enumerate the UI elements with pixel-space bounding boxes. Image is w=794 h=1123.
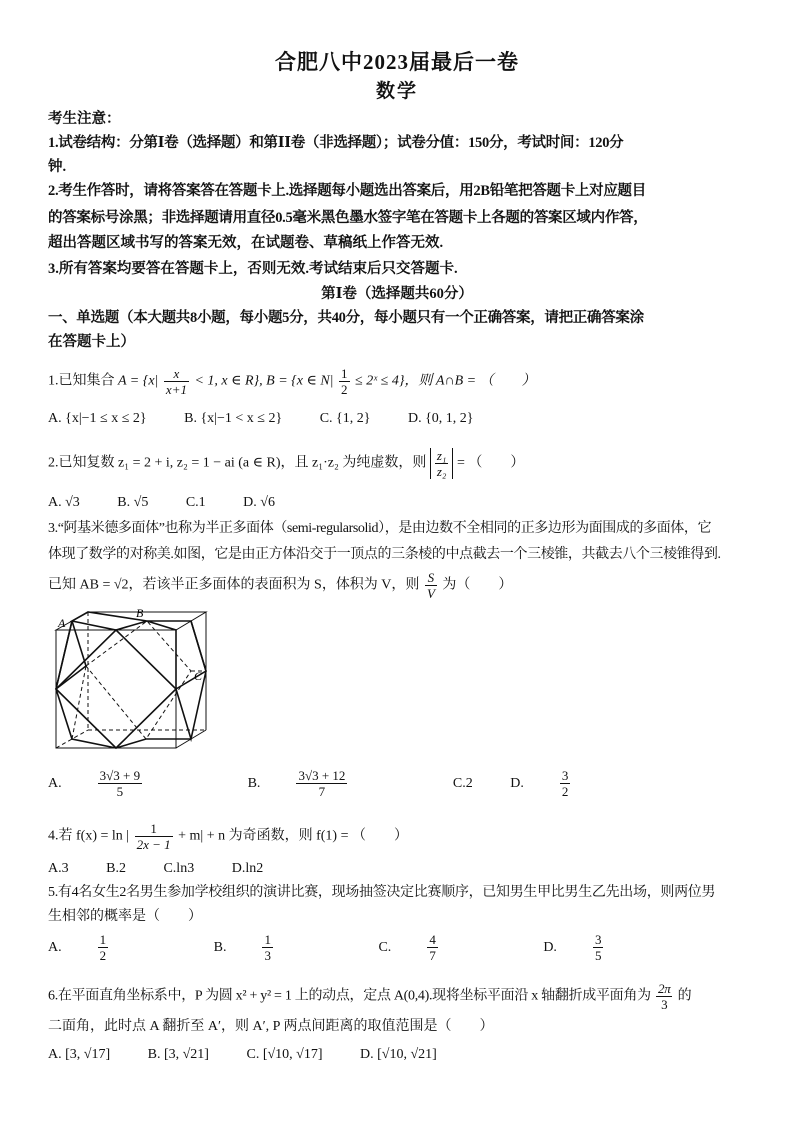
option-b[interactable]: B. $\frac{3√3 + 12}{7}$ [247,768,346,799]
option-d[interactable]: D. {0, 1, 2} [407,411,474,426]
question-6-cont: 二面角，此时点 A 翻折至 A′，则 A′, P 两点间距离的取值范围是（ ） [48,1019,494,1034]
question-4: 4.若 f(x) = ln | $\frac{1}{2x - 1}$ + m| + n 为奇函数，则 f(1) = （ ） [48,821,408,852]
option-b[interactable]: B. {x|−1 < x ≤ 2} [184,411,283,426]
option-a[interactable]: A. $\frac{3√3 + 9}{5}$ [48,768,141,799]
notice-item-1: 1.试卷结构：分第Ⅰ卷（选择题）和第ⅠⅠ卷（非选择题）；试卷分值：150分，考试时间：120分 [48,135,624,151]
notice-item-1-cont: 钟. [48,159,67,175]
question-1-options [48,408,748,430]
fraction: $\frac{\text{z₁}}{\text{z₂}}$ [436,448,447,479]
option-d[interactable]: D. √6 [243,495,275,510]
option-d[interactable]: D.ln2 [231,861,264,876]
option-b[interactable]: B.2 [106,861,126,876]
fraction: $\frac{2\pi}{3}$ [658,981,671,1012]
question-3: 3.“阿基米德多面体”也称为半正多面体（semi-regularsolid），是由边数不全相同的正多边形为面围成的多面体，它 [48,521,712,536]
option-c[interactable]: C. $\frac{4}{7}$ [378,932,436,963]
option-a[interactable]: A. [3, √17] [48,1047,111,1062]
question-2: 2.已知复数 z₁ = 2 + i, z₂ = 1 − ai (a ∈ R)，且 z₁·z₂ 为纯虚数，则 $\frac{\text{z₁}}{\text{z₂}}$ = （ ） [48,448,525,479]
vertex-label-b: B [136,606,144,620]
vertex-label-c: C [194,669,203,683]
option-b[interactable]: B. √5 [117,495,149,510]
question-3-options [48,768,748,799]
option-c[interactable]: C.2 [452,775,473,791]
question-1: 1.已知集合 A = {x| $\frac{x}{x+1}$ < 1, x ∈ R}, B = {x ∈ N| $\frac{1}{2}$ ≤ 2ˣ ≤ 4}，则 A∩B = （ ） [48,366,536,397]
section-single-choice: 一、单选题（本大题共8小题，每小题5分，共40分，每小题只有一个正确答案，请把正确答案涂 [48,310,644,326]
question-3-cont: 体现了数学的对称美.如图，它是由正方体沿交于一顶点的三条棱的中点截去一个三棱锥，共截去八个三棱锥得到. [48,547,721,562]
question-5-options [48,932,748,963]
polyhedron-figure [50,606,210,756]
option-a[interactable]: A. √3 [48,495,80,510]
option-c[interactable]: C. [√10, √17] [246,1047,323,1062]
fraction: $\frac{S}{V}$ [426,570,435,601]
notice-heading: 考生注意： [48,111,121,127]
option-c[interactable]: C.1 [185,495,206,510]
question-3-cont2: 已知 AB = √2，若该半正多面体的表面积为 S，体积为 V，则 $\frac{S}{V}$ 为（ ） [48,570,513,601]
option-d[interactable]: D. [√10, √21] [360,1047,437,1062]
option-d[interactable]: D. $\frac{3}{5}$ [543,932,602,963]
notice-item-3: 3.所有答案均要答在答题卡上，否则无效.考试结束后只交答题卡. [48,261,458,277]
part1-title: 第Ⅰ卷（选择题共60分） [321,286,473,302]
notice-item-2-cont: 的答案标号涂黑；非选择题请用直径0.5毫米黑色墨水签字笔在答题卡上各题的答案区域内作答， [48,210,648,226]
notice-item-2: 2.考生作答时，请将答案答在答题卡上.选择题每小题选出答案后，用2B铅笔把答题卡上对应题目 [48,183,646,199]
vertex-label-a: A [58,616,66,630]
question-2-options [48,492,748,514]
option-b[interactable]: B. [3, √21] [147,1047,209,1062]
option-a[interactable]: A. {x|−1 ≤ x ≤ 2} [48,411,147,426]
fraction: $\frac{1}{2x - 1}$ [136,821,171,852]
question-5-cont: 生相邻的概率是（ ） [48,909,202,924]
exam-title: 合肥八中2023届最后一卷 [275,50,519,74]
question-4-options [48,858,748,880]
question-6: 6.在平面直角坐标系中，P 为圆 x² + y² = 1 上的动点，定点 A(0,4).现将坐标平面沿 x 轴翻折成平面角为 $\frac{2\pi}{3}$ 的 [48,981,692,1012]
option-c[interactable]: C. {1, 2} [319,411,371,426]
option-a[interactable]: A. $\frac{1}{2}$ [48,932,107,963]
option-a[interactable]: A.3 [48,861,69,876]
fraction: $\frac{1}{2}$ [341,366,348,397]
option-b[interactable]: B. $\frac{1}{3}$ [213,932,271,963]
option-d[interactable]: D. $\frac{3}{2}$ [510,768,569,799]
notice-item-2-cont2: 超出答题区域书写的答案无效，在试题卷、草稿纸上作答无效. [48,235,444,251]
exam-subject: 数学 [375,81,418,102]
section-single-choice-cont: 在答题卡上） [48,334,135,350]
option-c[interactable]: C.ln3 [163,861,195,876]
question-6-options [48,1044,748,1066]
fraction: $\frac{x}{x+1}$ [165,366,187,397]
question-5: 5.有4名女生2名男生参加学校组织的演讲比赛，现场抽签决定比赛顺序，已知男生甲比男生乙先出场，则两位男 [48,885,716,900]
